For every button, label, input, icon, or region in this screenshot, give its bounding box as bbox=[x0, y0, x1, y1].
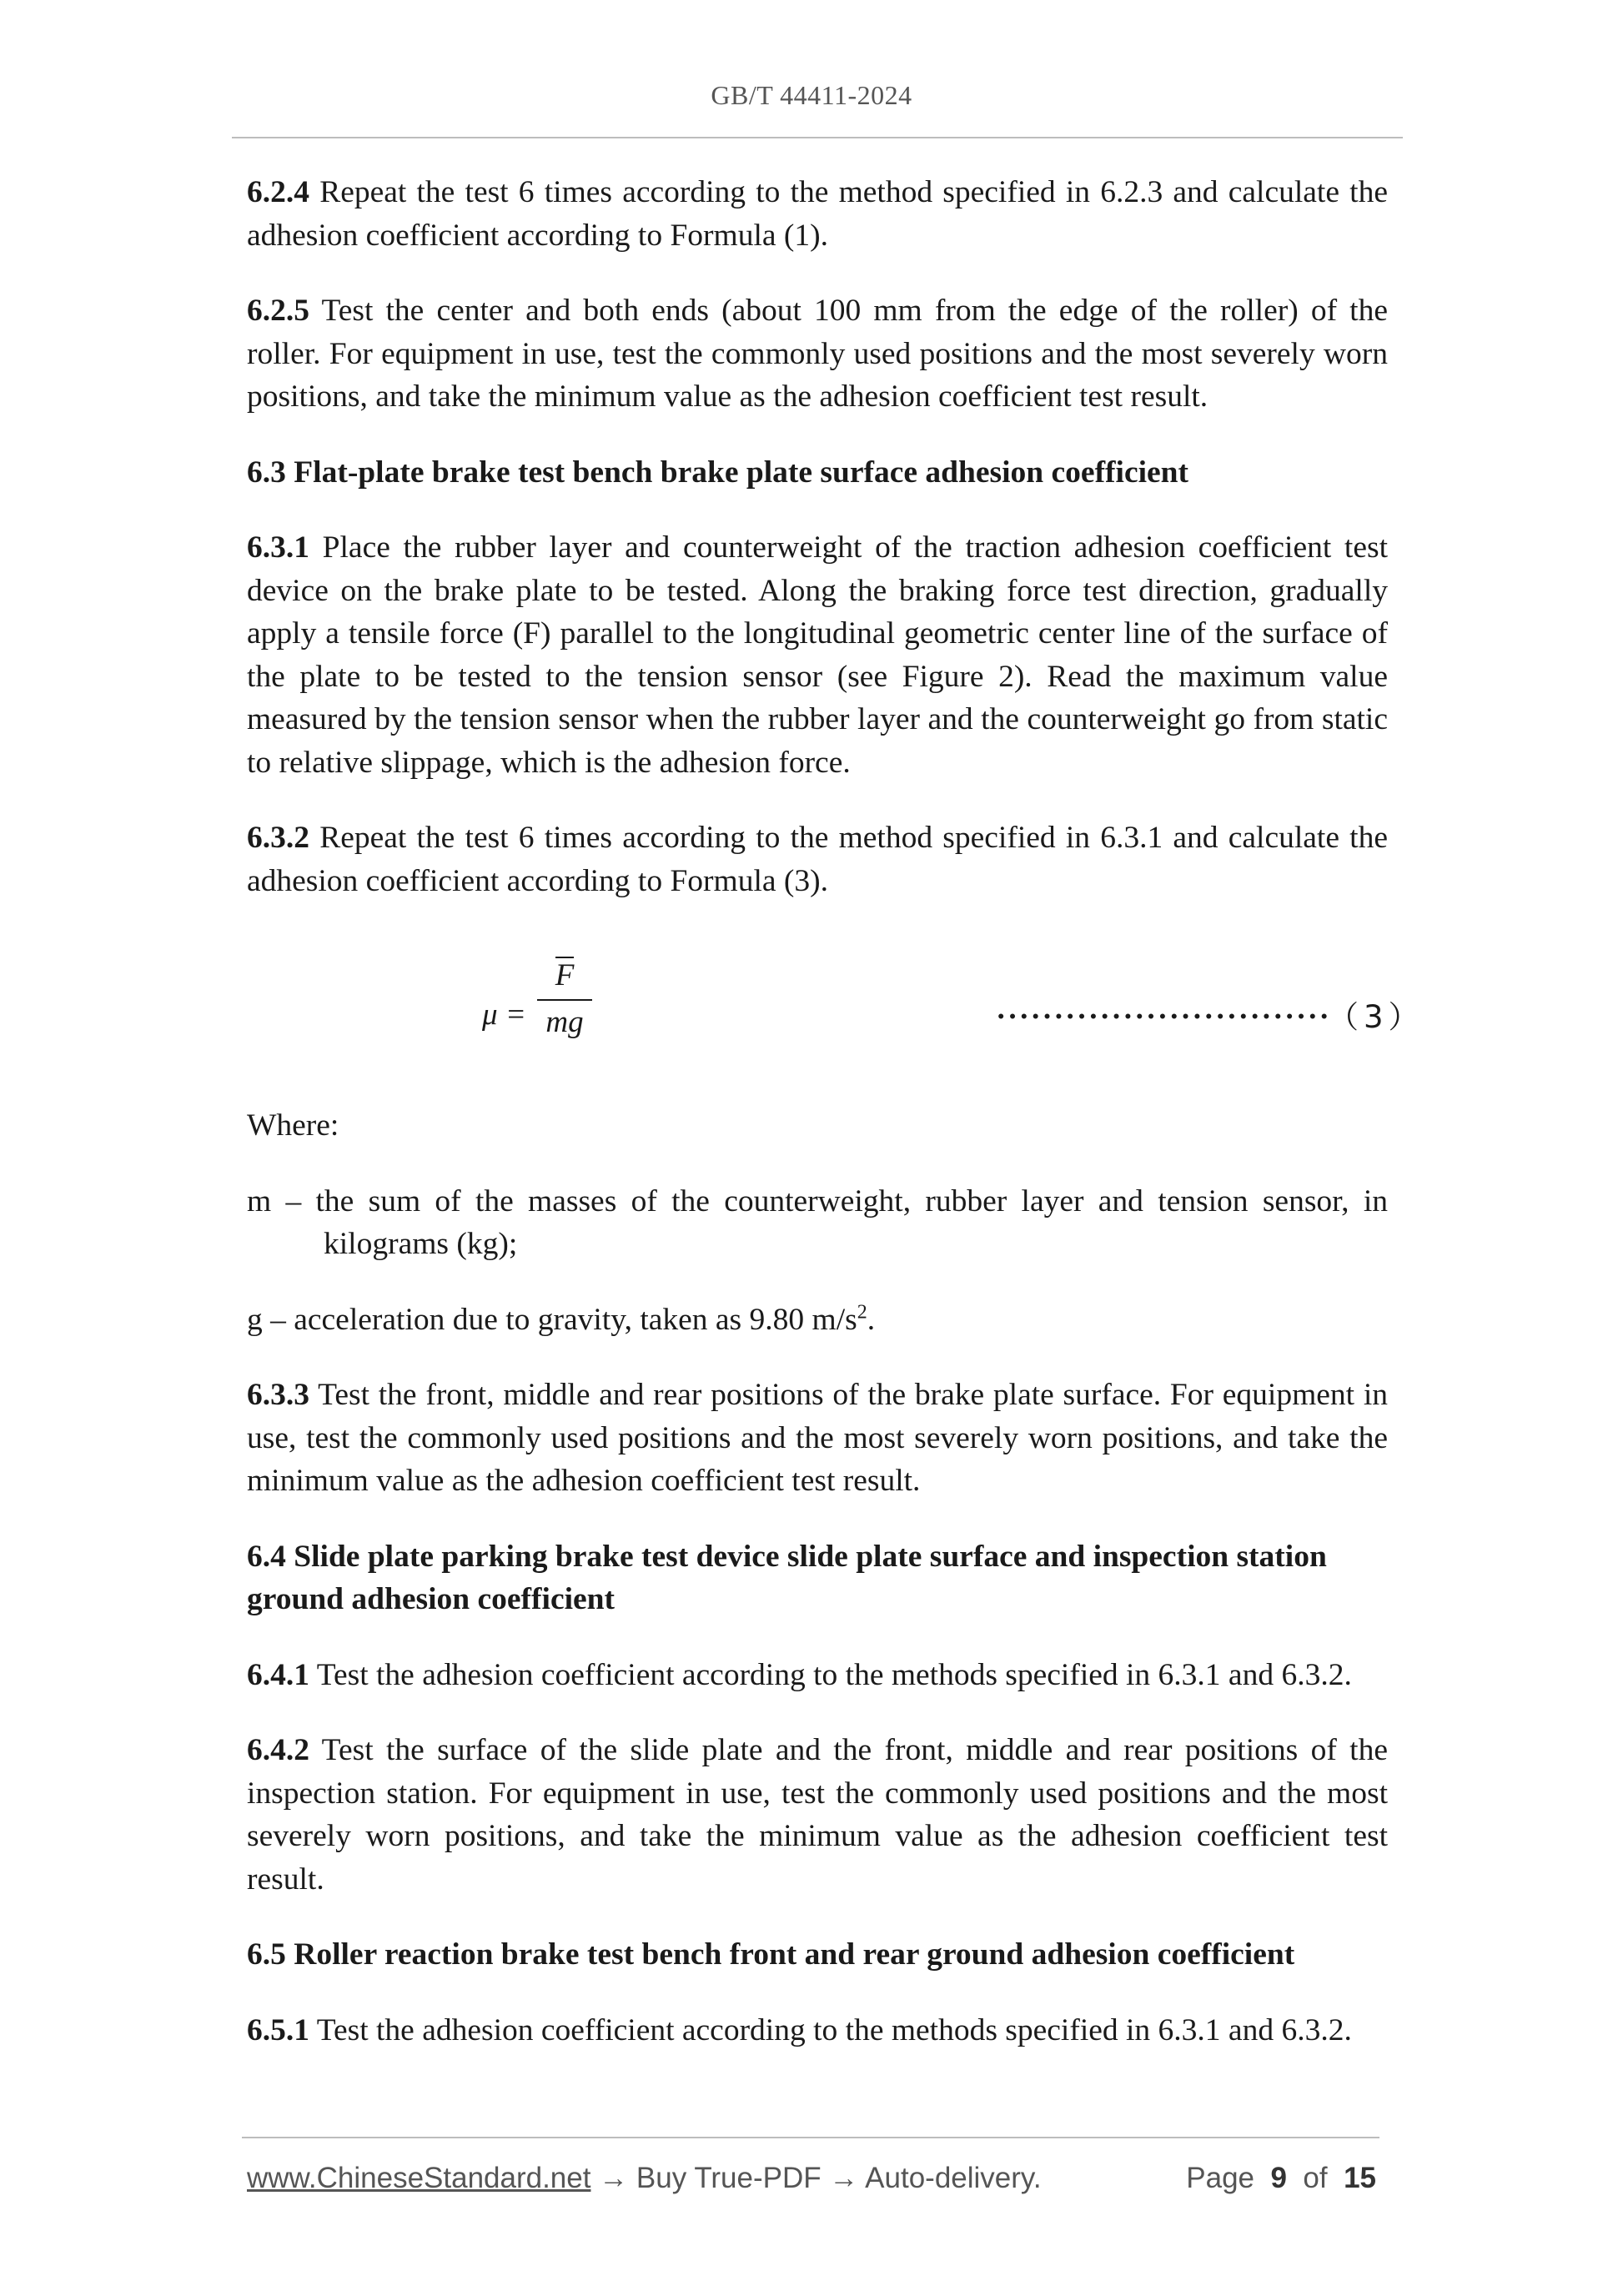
formula-denominator: mg bbox=[545, 1005, 584, 1039]
website-link[interactable]: www.ChineseStandard.net bbox=[247, 2162, 591, 2194]
clause-6-2-4 bbox=[247, 171, 1388, 257]
page-indicator bbox=[1186, 2162, 1376, 2195]
formula-3 bbox=[247, 954, 1425, 1079]
superscript: 2 bbox=[857, 1301, 867, 1323]
clause-text: Place the rubber layer and counterweight of the traction adhesion coefficient test device on the brake plate to be tested. Along the braking force test direction, gradually apply a tensile force (F) parallel to the longitudinal geometric center line of the surface of the plate to be tested to the tension sensor (see Figure 2). Read the maximum value measured by the tension sensor when the rubber layer and the counterweight go from static to relative slippage, which is the adhesion force. bbox=[247, 530, 1388, 780]
clause-number: 6.3.1 bbox=[247, 530, 309, 565]
definition-g-end: . bbox=[867, 1302, 876, 1337]
formula-leader-dots: ····························· bbox=[996, 1000, 1331, 1034]
clause-6-3-3 bbox=[247, 1374, 1388, 1503]
page-of-label: of bbox=[1303, 2162, 1328, 2194]
footer-promo bbox=[247, 2162, 1042, 2195]
clause-text: Test the adhesion coefficient according to the methods specified in 6.3.1 and 6.3.2. bbox=[309, 1657, 1352, 1692]
footer-divider bbox=[242, 2137, 1379, 2138]
clause-6-4-1 bbox=[247, 1654, 1388, 1697]
clause-number: 6.3.2 bbox=[247, 821, 309, 855]
clause-6-5-1 bbox=[247, 2009, 1388, 2052]
clause-6-2-5 bbox=[247, 289, 1388, 419]
clause-number: 6.5.1 bbox=[247, 2012, 309, 2047]
heading-text: 6.5 Roller reaction brake test bench front and rear ground adhesion coefficient bbox=[247, 1937, 1295, 1972]
clause-6-3-2 bbox=[247, 816, 1388, 902]
clause-text: Repeat the test 6 times according to the method specified in 6.3.1 and calculate the adhesion coefficient according to Formula (3). bbox=[247, 821, 1388, 898]
clause-6-3-1 bbox=[247, 526, 1388, 784]
section-heading-6-3 bbox=[247, 451, 1388, 495]
clause-text: Test the surface of the slide plate and the front, middle and rear positions of the inspection station. For equipment in use, test the commonly used positions and the most severely worn positions, and take the minimum value as the adhesion coefficient test result. bbox=[247, 1733, 1388, 1897]
heading-text: 6.4 Slide plate parking brake test device slide plate surface and inspection station ground adhesion coefficient bbox=[247, 1539, 1327, 1616]
footer-tagline: → Buy True-PDF → Auto-delivery. bbox=[590, 2162, 1042, 2194]
clause-text: Test the adhesion coefficient according to the methods specified in 6.3.1 and 6.3.2. bbox=[309, 2012, 1352, 2047]
page-footer bbox=[247, 2162, 1379, 2200]
numerator-f-bar: F bbox=[555, 958, 575, 992]
document-header: GB/T 44411-2024 bbox=[711, 80, 912, 110]
clause-text: Test the center and both ends (about 100 mm from the edge of the roller) of the roller. For equipment in use, test the commonly used positions and the most severely worn positions, and take the minimum value as the adhesion coefficient test result. bbox=[247, 294, 1388, 414]
heading-text: 6.3 Flat-plate brake test bench brake plate surface adhesion coefficient bbox=[247, 455, 1189, 490]
clause-number: 6.2.4 bbox=[247, 175, 309, 209]
header-divider bbox=[232, 137, 1403, 138]
section-heading-6-5 bbox=[247, 1933, 1388, 1977]
formula-number: （3） bbox=[1328, 999, 1425, 1035]
section-heading-6-4 bbox=[247, 1535, 1388, 1621]
definition-g bbox=[247, 1299, 1388, 1342]
clause-text: Test the front, middle and rear positions of the brake plate surface. For equipment in use, test the commonly used positions and the most severely worn positions, and take the minimum value as the adhesion coefficient test result. bbox=[247, 1378, 1388, 1498]
clause-number: 6.2.5 bbox=[247, 294, 309, 328]
formula-numerator bbox=[537, 954, 592, 997]
definition-g-text: g – acceleration due to gravity, taken as 9.80 m/s bbox=[247, 1302, 857, 1337]
document-body bbox=[247, 171, 1425, 2084]
clause-6-4-2 bbox=[247, 1729, 1388, 1901]
page-current: 9 bbox=[1270, 2162, 1287, 2194]
definition-m: m – the sum of the masses of the counterweight, rubber layer and tension sensor, in kilograms (kg); bbox=[247, 1183, 1388, 1261]
clause-number: 6.3.3 bbox=[247, 1378, 309, 1412]
page-total: 15 bbox=[1344, 2162, 1376, 2194]
formula-fraction bbox=[537, 954, 592, 1044]
clause-text: Repeat the test 6 times according to the method specified in 6.2.3 and calculate the adhesion coefficient according to Formula (1). bbox=[247, 175, 1388, 253]
clause-number: 6.4.2 bbox=[247, 1733, 309, 1767]
formula-lhs: μ = bbox=[482, 997, 526, 1032]
page-label: Page bbox=[1186, 2162, 1255, 2194]
where-label: Where: bbox=[247, 1108, 339, 1143]
clause-number: 6.4.1 bbox=[247, 1657, 309, 1692]
